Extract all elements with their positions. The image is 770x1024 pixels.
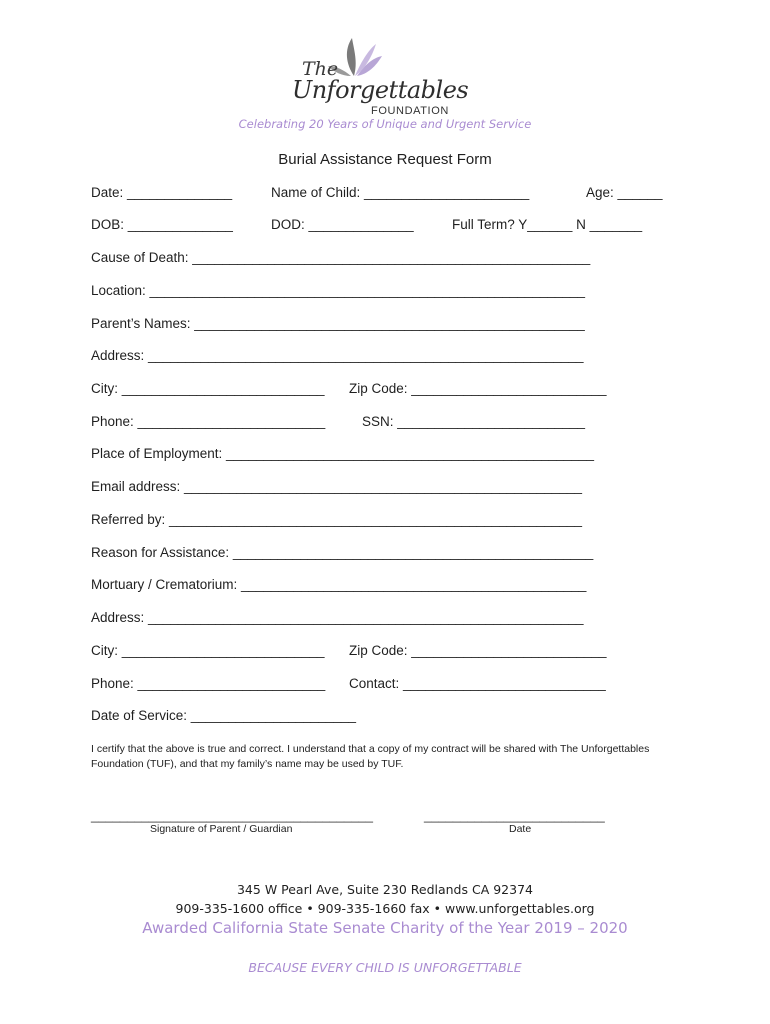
logo-foundation-text: FOUNDATION [371,105,449,117]
place-of-employment-field[interactable]: Place of Employment: _________________________________________________ [91,446,594,461]
referred-by-field[interactable]: Referred by: _______________________________________________________ [91,512,582,527]
mortuary-city-field[interactable]: City: ___________________________ [91,643,325,658]
dod-field[interactable]: DOD: ______________ [271,217,414,232]
age-field[interactable]: Age: ______ [586,185,663,200]
footer-award: Awarded California State Senate Charity of the Year 2019 – 2020 [142,919,628,937]
ssn-field[interactable]: SSN: _________________________ [362,414,585,429]
signature-caption: Signature of Parent / Guardian [150,823,293,835]
certification-statement: I certify that the above is true and correct. I understand that a copy of my contract will be shared with The Unforgettables Foundation (TUF), and that my family’s name may be used by TUF. [91,743,650,770]
dob-field[interactable]: DOB: ______________ [91,217,233,232]
full-term-field[interactable]: Full Term? Y______ N _______ [452,217,643,232]
city-field[interactable]: City: ___________________________ [91,381,325,396]
signature-line[interactable]: _______________________________________ [91,808,373,823]
signature-date-line[interactable]: _________________________ [424,808,605,823]
address-field[interactable]: Address: __________________________________________________________ [91,348,584,363]
form-title: Burial Assistance Request Form [278,151,492,168]
date-of-service-field[interactable]: Date of Service: ______________________ [91,708,356,723]
email-address-field[interactable]: Email address: _____________________________________________________ [91,479,582,494]
logo-the-text: The [302,58,339,80]
footer-contact: 909-335-1600 office • 909-335-1660 fax • www.unforgettables.org [175,901,595,916]
reason-for-assistance-field[interactable]: Reason for Assistance: ________________________________________________ [91,545,594,560]
date-field[interactable]: Date: ______________ [91,185,233,200]
logo-name-text: Unforgettables [292,76,469,104]
tagline: Celebrating 20 Years of Unique and Urgent Service [238,117,532,131]
mortuary-address-field[interactable]: Address: __________________________________________________________ [91,610,584,625]
mortuary-phone-field[interactable]: Phone: _________________________ [91,676,326,691]
signature-date-caption: Date [509,823,532,835]
phone-field[interactable]: Phone: _________________________ [91,414,326,429]
location-field[interactable]: Location: __________________________________________________________ [91,283,586,298]
name-of-child-field[interactable]: Name of Child: ______________________ [271,185,530,200]
zip-code-field[interactable]: Zip Code: __________________________ [349,381,607,396]
foundation-logo [288,36,469,120]
parents-names-field[interactable]: Parent’s Names: ____________________________________________________ [91,316,585,331]
footer-motto: BECAUSE EVERY CHILD IS UNFORGETTABLE [248,960,522,975]
footer-address: 345 W Pearl Ave, Suite 230 Redlands CA 92374 [236,882,533,897]
mortuary-crematorium-field[interactable]: Mortuary / Crematorium: ______________________________________________ [91,577,587,592]
cause-of-death-field[interactable]: Cause of Death: _____________________________________________________ [91,250,591,265]
contact-field[interactable]: Contact: ___________________________ [349,676,606,691]
mortuary-zip-code-field[interactable]: Zip Code: __________________________ [349,643,607,658]
